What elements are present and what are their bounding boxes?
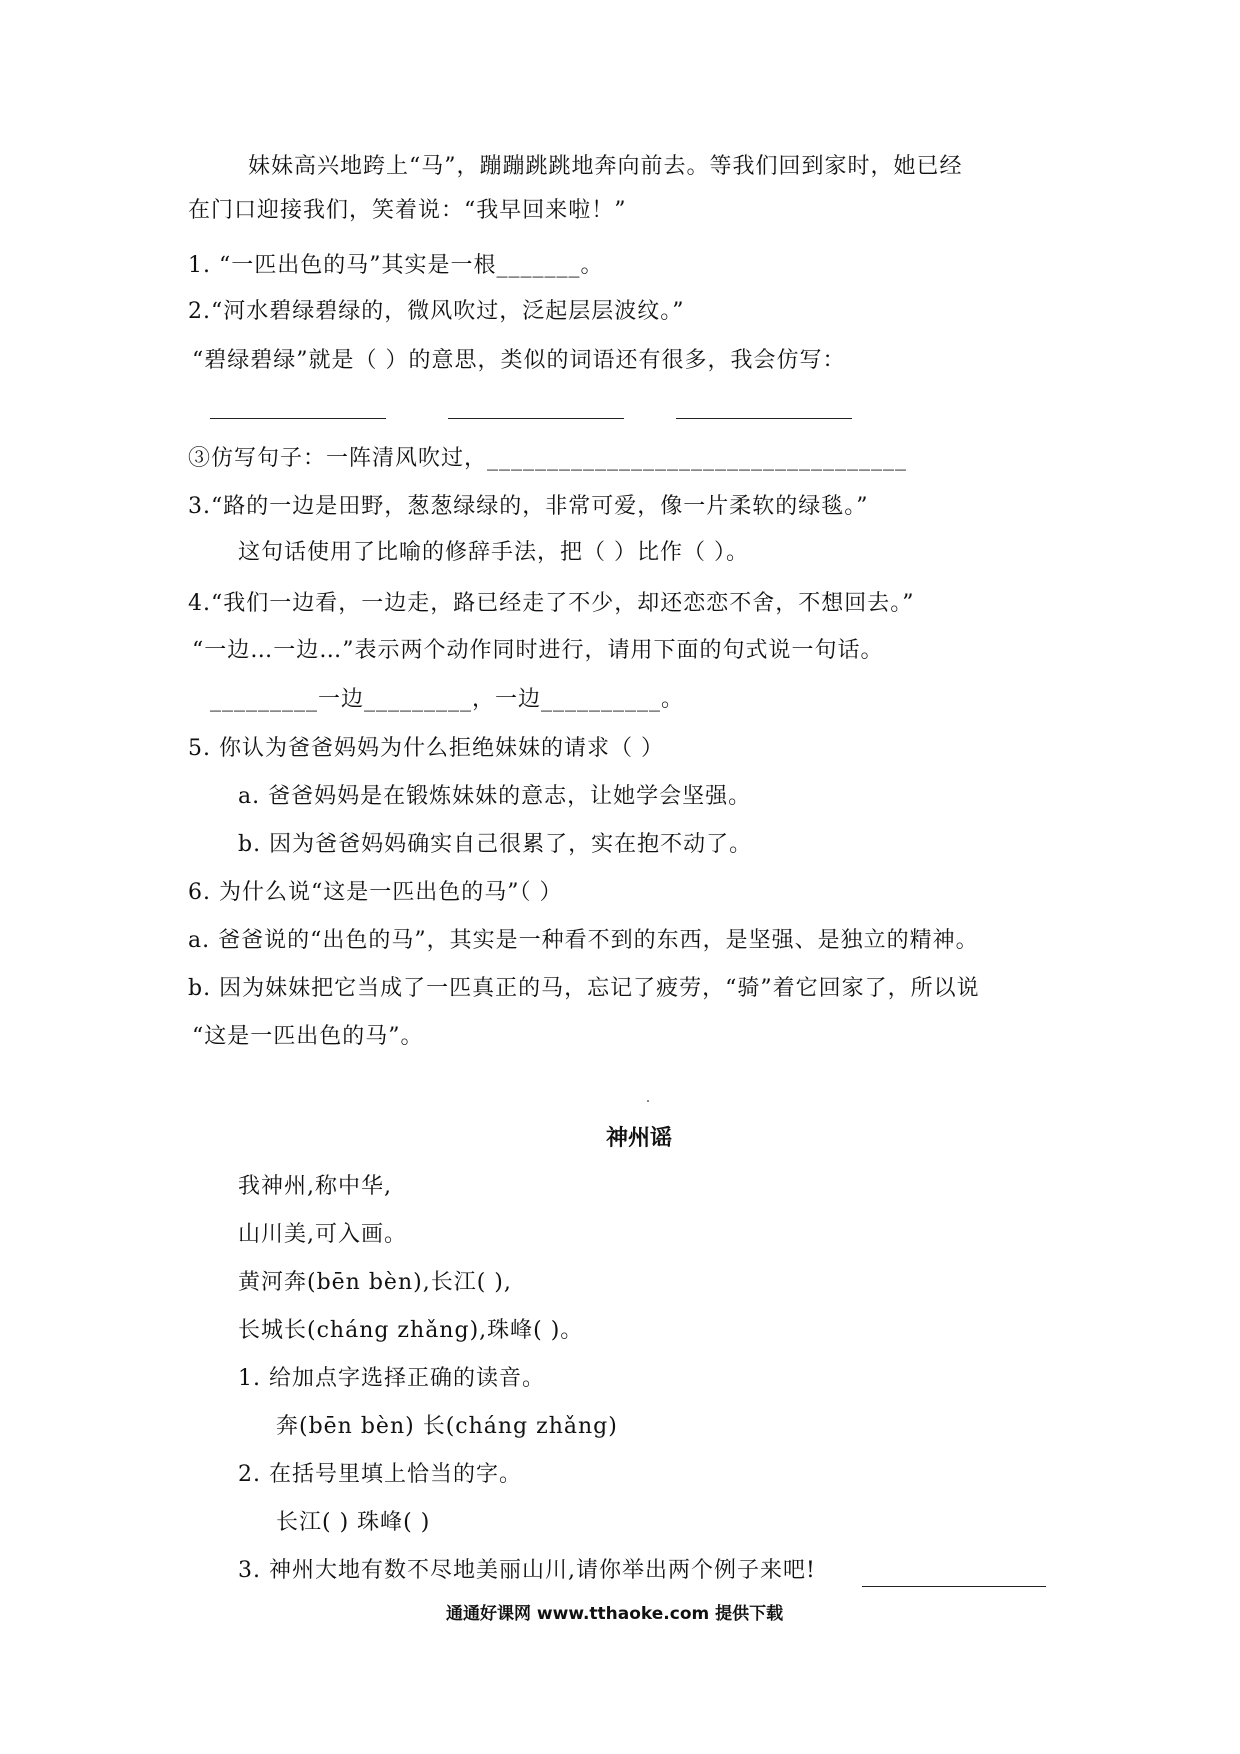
passage-line-2: 在门口迎接我们，笑着说：“我早回来啦！”	[188, 198, 627, 223]
question-6: 6. 为什么说“这是一匹出色的马”（ ）	[188, 880, 563, 905]
question-4-fill: _________一边_________，一边__________。	[210, 687, 685, 712]
question-6-option-b-line-2: “这是一匹出色的马”。	[192, 1024, 424, 1049]
poem-task-3-answer-blank[interactable]	[862, 1586, 1046, 1587]
poem-line-3: 黄河奔(bēn bèn),长江( ),	[238, 1270, 512, 1295]
question-5: 5. 你认为爸爸妈妈为什么拒绝妹妹的请求（ ）	[188, 736, 664, 761]
poem-title: 神州谣	[606, 1126, 673, 1151]
poem-task-2: 2. 在括号里填上恰当的字。	[238, 1462, 522, 1487]
footer-credit: 通通好课网 www.tthaoke.com 提供下载	[446, 1604, 784, 1624]
question-3-prompt: 这句话使用了比喻的修辞手法，把（ ）比作（ ）。	[238, 540, 749, 565]
q2-answer-blank-1[interactable]	[210, 418, 386, 419]
poem-line-1: 我神州,称中华,	[238, 1174, 392, 1199]
question-6-option-b-line-1: b. 因为妹妹把它当成了一匹真正的马，忘记了疲劳，“骑”着它回家了，所以说	[188, 976, 980, 1001]
question-2-sub-3: ③仿写句子：一阵清风吹过，___________________________________	[188, 446, 908, 471]
question-6-option-a: a. 爸爸说的“出色的马”，其实是一种看不到的东西，是坚强、是独立的精神。	[188, 928, 979, 953]
question-2-quote: 2.“河水碧绿碧绿的，微风吹过，泛起层层波纹。”	[188, 299, 685, 324]
poem-task-1: 1. 给加点字选择正确的读音。	[238, 1366, 545, 1391]
question-1: 1. “一匹出色的马”其实是一根_______。	[188, 253, 604, 278]
passage-line-1: 妹妹高兴地跨上“马”，蹦蹦跳跳地奔向前去。等我们回到家时，她已经	[248, 154, 963, 179]
poem-task-3: 3. 神州大地有数不尽地美丽山川,请你举出两个例子来吧!	[238, 1558, 816, 1583]
question-4-prompt: “一边…一边…”表示两个动作同时进行，请用下面的句式说一句话。	[192, 638, 884, 663]
question-4-quote: 4.“我们一边看，一边走，路已经走了不少，却还恋恋不舍，不想回去。”	[188, 591, 915, 616]
question-5-option-b: b. 因为爸爸妈妈确实自己很累了，实在抱不动了。	[238, 832, 753, 857]
question-2-prompt: “碧绿碧绿”就是（ ）的意思，类似的词语还有很多，我会仿写：	[192, 348, 846, 373]
q2-answer-blank-3[interactable]	[676, 418, 852, 419]
question-5-option-a: a. 爸爸妈妈是在锻炼妹妹的意志，让她学会坚强。	[238, 784, 752, 809]
scan-dot	[647, 1100, 649, 1102]
poem-task-2-blanks: 长江( ) 珠峰( )	[276, 1510, 431, 1535]
question-3-quote: 3.“路的一边是田野，葱葱绿绿的，非常可爱，像一片柔软的绿毯。”	[188, 494, 869, 519]
poem-line-2: 山川美,可入画。	[238, 1222, 407, 1247]
poem-line-4: 长城长(cháng zhǎng),珠峰( )。	[238, 1318, 584, 1343]
q2-answer-blank-2[interactable]	[448, 418, 624, 419]
poem-task-1-options: 奔(bēn bèn) 长(cháng zhǎng)	[276, 1414, 618, 1439]
